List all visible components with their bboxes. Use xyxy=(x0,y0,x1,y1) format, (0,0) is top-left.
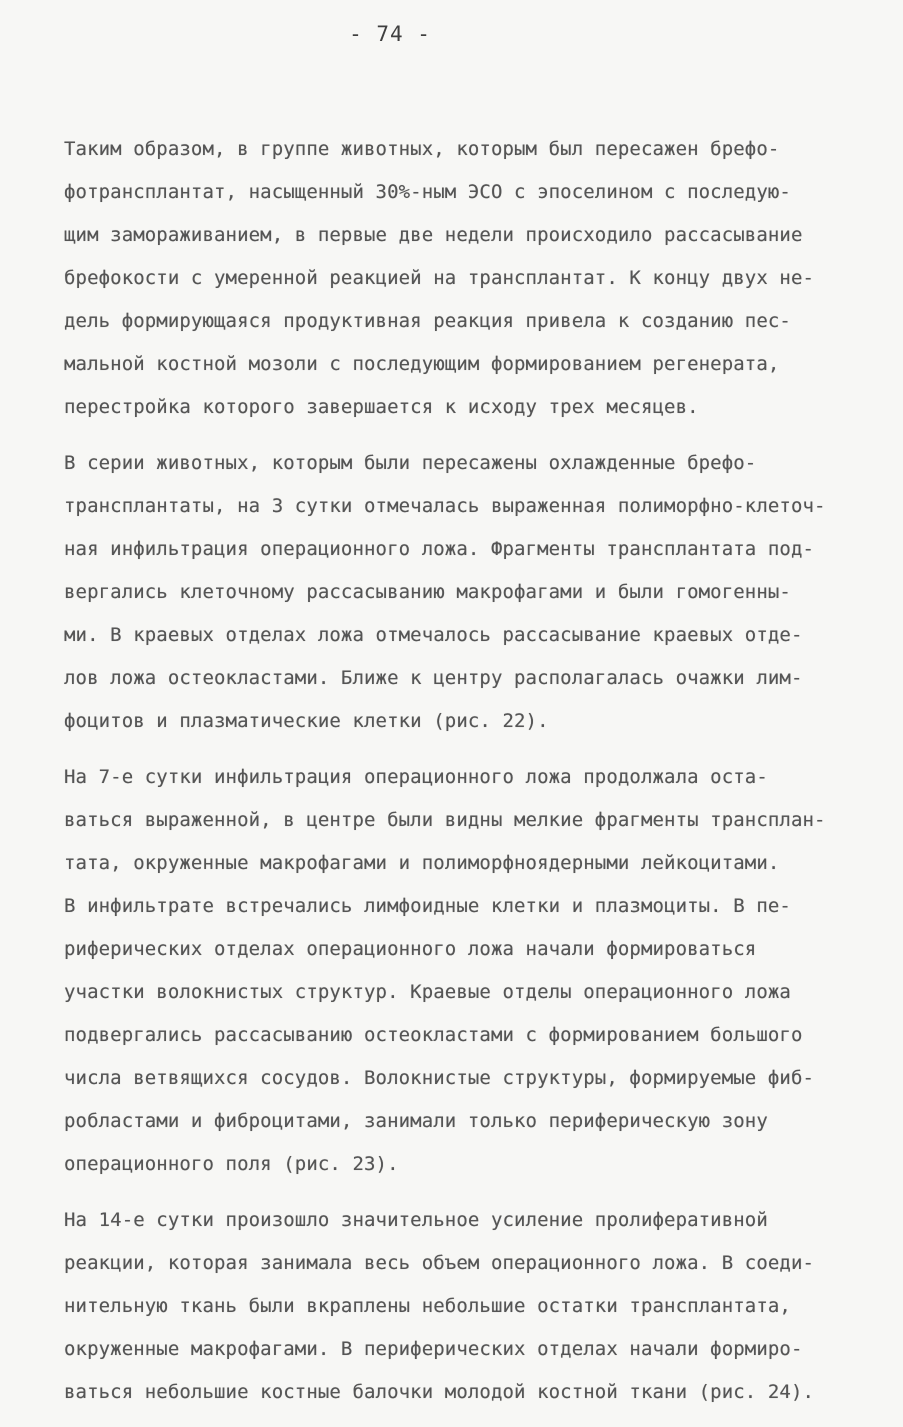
text-line: дель формирующаяся продуктивная реакция привела к созданию пес- xyxy=(64,310,791,332)
text-line: ми. В краевых отделах ложа отмечалось рассасывание краевых отде- xyxy=(64,624,803,646)
text-line: Таким образом, в группе животных, которым был пересажен брефо- xyxy=(64,138,780,160)
paragraph-3 xyxy=(64,756,864,1186)
text-line: щим замораживанием, в первые две недели происходило рассасывание xyxy=(64,224,803,246)
text-line: На 7-е сутки инфильтрация операционного ложа продолжала оста- xyxy=(64,766,768,788)
text-line: реакции, которая занимала весь объем операционного ложа. В соеди- xyxy=(64,1252,815,1274)
text-line: ваться небольшие костные балочки молодой костной ткани (рис. 24). xyxy=(64,1381,815,1403)
text-line: риферических отделах операционного ложа начали формироваться xyxy=(64,938,757,960)
text-line: трансплантаты, на 3 сутки отмечалась выраженная полиморфно-клеточ- xyxy=(64,495,826,517)
text-line: нительную ткань были вкраплены небольшие остатки трансплантата, xyxy=(64,1295,791,1317)
text-line: На 14-е сутки произошло значительное усиление пролиферативной xyxy=(64,1209,768,1231)
text-line: подвергались рассасыванию остеокластами с формированием большого xyxy=(64,1024,803,1046)
text-line: перестройка которого завершается к исходу трех месяцев. xyxy=(64,396,699,418)
paragraph-2 xyxy=(64,442,864,743)
text-line: ваться выраженной, в центре были видны мелкие фрагменты трансплан- xyxy=(64,809,826,831)
text-line: вергались клеточному рассасыванию макрофагами и были гомогенны- xyxy=(64,581,791,603)
text-line: В серии животных, которым были пересажены охлажденные брефо- xyxy=(64,452,757,474)
text-line: брефокости с умеренной реакцией на трансплантат. К концу двух не- xyxy=(64,267,815,289)
page-number: - 74 - xyxy=(349,22,431,46)
text-line: робластами и фиброцитами, занимали только периферическую зону xyxy=(64,1110,768,1132)
text-line: В инфильтрате встречались лимфоидные клетки и плазмоциты. В пе- xyxy=(64,895,791,917)
paragraph-1 xyxy=(64,128,864,429)
text-line: фоцитов и плазматические клетки (рис. 22). xyxy=(64,710,549,732)
text-line: числа ветвящихся сосудов. Волокнистые структуры, формируемые фиб- xyxy=(64,1067,815,1089)
text-line: участки волокнистых структур. Краевые отделы операционного ложа xyxy=(64,981,791,1003)
text-body xyxy=(64,128,864,1427)
paragraph-4 xyxy=(64,1199,864,1414)
text-line: ная инфильтрация операционного ложа. Фрагменты трансплантата под- xyxy=(64,538,815,560)
text-line: мальной костной мозоли с последующим формированием регенерата, xyxy=(64,353,780,375)
text-line: тата, окруженные макрофагами и полиморфноядерными лейкоцитами. xyxy=(64,852,780,874)
text-line: фотрансплантат, насыщенный 30%-ным ЭСО с эпоселином с последую- xyxy=(64,181,791,203)
text-line: лов ложа остеокластами. Ближе к центру располагалась очажки лим- xyxy=(64,667,803,689)
text-line: окруженные макрофагами. В периферических отделах начали формиро- xyxy=(64,1338,803,1360)
text-line: операционного поля (рис. 23). xyxy=(64,1153,399,1175)
